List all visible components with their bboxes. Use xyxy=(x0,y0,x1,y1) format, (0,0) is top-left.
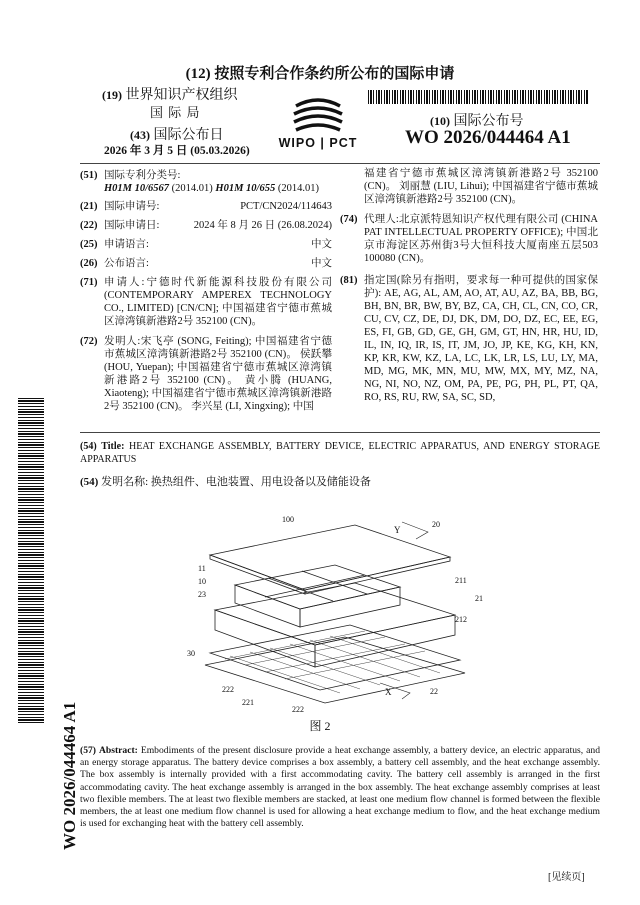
field-num: (71) xyxy=(80,277,98,288)
fig-label-x: X xyxy=(385,687,392,697)
field-label: 申请人: xyxy=(104,277,145,288)
field-label: 公布语言: xyxy=(104,258,149,269)
field-num: (74) xyxy=(340,214,358,225)
field-num: (22) xyxy=(80,220,98,231)
field-filing-lang xyxy=(80,238,332,251)
fig-label-11: 11 xyxy=(198,564,206,573)
field-appdate xyxy=(80,219,332,232)
header-divider xyxy=(80,163,600,164)
pubno-value: WO 2026/044464 A1 xyxy=(405,127,571,148)
document-title: (12) 按照专利合作条约所公布的国际申请 xyxy=(185,66,455,82)
side-barcode xyxy=(18,398,44,723)
continued-note: [见续页] xyxy=(548,872,585,883)
title-zh-num: (54) xyxy=(80,476,99,488)
figure-caption: 图 2 xyxy=(309,719,331,733)
top-barcode xyxy=(368,90,588,104)
y-axis-arrow xyxy=(402,522,428,539)
fig-label-211: 211 xyxy=(455,576,467,585)
field-appno xyxy=(80,200,332,213)
field-num: (26) xyxy=(80,258,98,269)
field-applicant xyxy=(80,276,332,336)
fig-label-30: 30 xyxy=(187,649,195,658)
field-num: (51) xyxy=(80,170,98,181)
ipc-code-2: H01M 10/655 xyxy=(215,183,276,194)
pubdate-num: (43) xyxy=(130,128,150,142)
title-zh-label: 发明名称: xyxy=(101,476,149,488)
title-en-label: Title: xyxy=(101,441,125,452)
flow-channel-grid xyxy=(225,631,440,693)
ipc-code-1: H01M 10/6567 xyxy=(104,183,170,194)
box-top xyxy=(215,583,455,645)
field-num: (21) xyxy=(80,201,98,212)
field-num: (81) xyxy=(340,275,358,286)
field-label: 发明人: xyxy=(104,336,141,347)
field-label: 申请语言: xyxy=(104,239,149,250)
top-cover-edge xyxy=(210,555,305,594)
pubdate-label: 国际公布日 xyxy=(153,128,224,143)
top-cover-plate xyxy=(210,525,450,590)
side-publication-number: WO 2026/044464 A1 xyxy=(60,701,79,850)
pubno-num: (10) xyxy=(430,114,450,128)
states-text: 指定国(除另有指明，要求每一种可提供的国家保护): AE, AG, AL, AM, AO, AT, AU, AZ, BA, BB, BG, BH, BN, BR, BW, BY, BZ, CA, CH, CL, CN, CO, CR, CU, CV, CZ, DE, DJ, DK, DM, DO, DZ, EC, EE, EG, ES, FI, GB, GD, GE, GH, GM, GT, HN, HR, HU, ID, IL, IN, IQ, IR, IS, IT, JM, JO, JP, KE, KG, KH, KN, KP, KR, KW, KZ, LA, LC, LK, LR, LS, LU, LY, MA, MD, MG, MK, MN, MU, MW, MX, MY, MZ, NA, NG, NI, NO, NZ, OM, PA, PE, PG, PH, PL, PT, QA, RO, RS, RU, RW, SA, SC, SD, xyxy=(364,275,598,403)
battery-device-drawing xyxy=(170,505,500,715)
title-zh-row xyxy=(80,473,600,489)
patent-figure xyxy=(170,505,500,715)
agent-text: 北京派特恩知识产权代理有限公司 (CHINA PAT INTELLECTUAL PROPERTY OFFICE); 中国北京市海淀区苏州街3号大恒科技大厦南座五层503 100080 (CN)。 xyxy=(364,214,598,264)
pubno-label: 国际公布号 xyxy=(453,114,524,129)
field-label: 国际申请日: xyxy=(104,220,160,231)
fig-label-212: 212 xyxy=(455,615,467,624)
fig-label-20: 20 xyxy=(432,520,440,529)
pubdate-label-row xyxy=(130,124,224,144)
field-agent xyxy=(340,213,598,273)
title-zh-text: 换热组件、电池装置、用电设备以及储能设备 xyxy=(150,476,371,488)
field-value: 2024 年 8 月 26 日 (26.08.2024) xyxy=(193,220,332,231)
wipo-logo-text: WIPO | PCT xyxy=(278,136,358,150)
biblio-divider xyxy=(80,432,600,433)
inventors-text: 宋飞亭 (SONG, Feiting); 中国福建省宁德市蕉城区漳湾镇新港路2号 352100 (CN)。 侯跃攀 (HOU, Yuepan); 中国福建省宁德市蕉城区漳湾镇新港路2号 352100 (CN)。 黄小腾 (HUANG, Xiaoteng); 中国福建省宁德市蕉城区漳湾镇新港路2号 352100 (CN)。 李兴星 (LI, Xingxing); 中国 xyxy=(104,336,333,412)
field-label: 国际申请号: xyxy=(104,201,160,212)
org-num: (19) xyxy=(102,88,122,102)
field-inventors xyxy=(80,335,332,420)
heat-exchange-member xyxy=(210,625,460,690)
ipc-year-2: (2014.01) xyxy=(277,183,319,194)
fig-label-100: 100 xyxy=(282,515,294,524)
fig-label-10: 10 xyxy=(198,577,206,586)
field-num: (25) xyxy=(80,239,98,250)
field-label: 国际专利分类号: xyxy=(104,170,181,181)
abstract-label: Abstract: xyxy=(98,745,138,756)
org-name: 世界知识产权组织 xyxy=(125,88,238,103)
field-label: 代理人: xyxy=(364,214,399,225)
fig-label-22: 22 xyxy=(430,687,438,696)
org-bureau: 国 际 局 xyxy=(150,105,201,120)
fig-label-21: 21 xyxy=(475,594,483,603)
title-en-row xyxy=(80,440,600,466)
title-en-num: (54) xyxy=(80,441,97,452)
fig-label-y: Y xyxy=(394,525,401,535)
fig-label-222a: 222 xyxy=(222,685,234,694)
field-classification xyxy=(80,169,340,195)
inventors-continued: 福建省宁德市蕉城区漳湾镇新港路2号 352100 (CN)。 刘丽慧 (LIU, Lihui); 中国福建省宁德市蕉城区漳湾镇新港路2号 352100 (CN)。 xyxy=(364,168,598,205)
wipo-org xyxy=(102,84,262,104)
pubdate-value: 2026 年 3 月 5 日 (05.03.2026) xyxy=(104,145,250,157)
fig-label-221: 221 xyxy=(242,698,254,707)
wipo-logo xyxy=(268,92,368,154)
fig-label-222b: 222 xyxy=(292,705,304,714)
applicant-text: 宁德时代新能源科技股份有限公司 (CONTEMPORARY AMPEREX TECHNOLOGY CO., LIMITED) [CN/CN]; 中国福建省宁德市蕉城区漳湾镇新港路2号 352100 (CN)。 xyxy=(104,277,333,327)
field-value: 中文 xyxy=(311,239,332,250)
field-designated-states xyxy=(340,274,598,403)
title-en-text: HEAT EXCHANGE ASSEMBLY, BATTERY DEVICE, ELECTRIC APPARATUS, AND ENERGY STORAGE APPARATUS xyxy=(80,441,601,465)
field-value: PCT/CN2024/114643 xyxy=(240,201,332,212)
abstract xyxy=(80,745,600,830)
abstract-text: Embodiments of the present disclosure provide a heat exchange assembly, a battery device, an electric apparatus, and an energy storage apparatus. The battery device comprises a box assembly, a battery cell assembly, and the heat exchange assembly. The box assembly is internally provided with a first accommodating cavity. The battery cell assembly is arranged in the first accommodating cavity. The heat exchange assembly is arranged in the box assembly. The heat exchange assembly comprises at least two flexible members. The at least two flexible members are stacked, at least one medium flow channel is formed between the flexible members, the at least one medium flow channel is used for allowing a heat exchange medium to flow, and the heat exchange medium is used for exchanging heat with the battery cell assembly. xyxy=(80,745,600,830)
ipc-year-1: (2014.01) xyxy=(171,183,213,194)
cell-divider xyxy=(265,575,365,597)
abstract-num: (57) xyxy=(80,745,96,756)
field-num: (72) xyxy=(80,336,98,347)
fig-label-23: 23 xyxy=(198,590,206,599)
field-value: 中文 xyxy=(311,258,332,269)
field-pub-lang xyxy=(80,257,332,270)
